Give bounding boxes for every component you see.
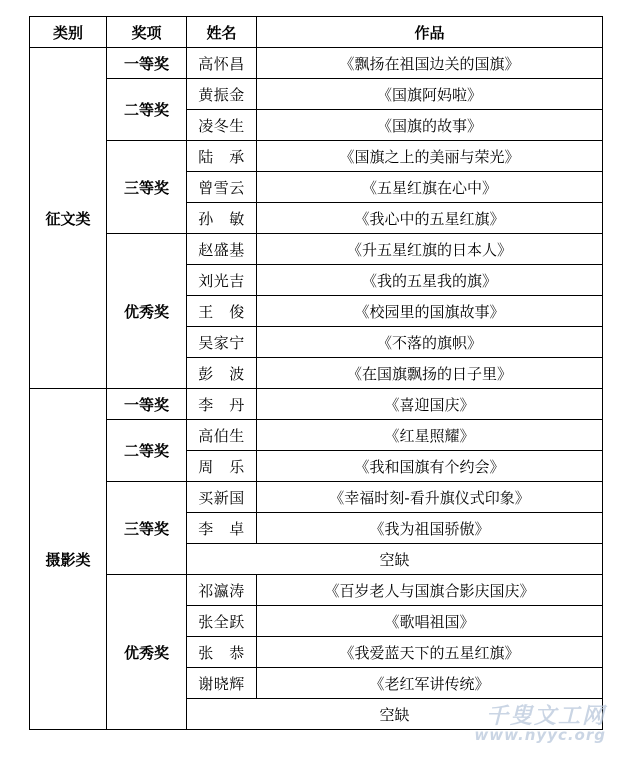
category-cell-essay: 征文类 bbox=[30, 48, 107, 389]
work-title: 《五星红旗在心中》 bbox=[257, 172, 603, 203]
winner-name: 吴家宁 bbox=[187, 327, 257, 358]
header-category: 类别 bbox=[30, 17, 107, 48]
work-title: 《红星照耀》 bbox=[257, 420, 603, 451]
winner-name: 张 恭 bbox=[187, 637, 257, 668]
table-row bbox=[30, 575, 603, 606]
header-work: 作品 bbox=[257, 17, 603, 48]
header-name: 姓名 bbox=[187, 17, 257, 48]
work-title: 《飘扬在祖国边关的国旗》 bbox=[257, 48, 603, 79]
prize-cell: 一等奖 bbox=[107, 48, 187, 79]
work-title: 《校园里的国旗故事》 bbox=[257, 296, 603, 327]
work-title: 《我心中的五星红旗》 bbox=[257, 203, 603, 234]
winner-name: 买新国 bbox=[187, 482, 257, 513]
work-title: 《国旗之上的美丽与荣光》 bbox=[257, 141, 603, 172]
work-title: 《我为祖国骄傲》 bbox=[257, 513, 603, 544]
winner-name: 高怀昌 bbox=[187, 48, 257, 79]
winner-name: 彭 波 bbox=[187, 358, 257, 389]
winner-name: 高伯生 bbox=[187, 420, 257, 451]
table-row bbox=[30, 482, 603, 513]
winner-name: 刘光吉 bbox=[187, 265, 257, 296]
prize-cell: 三等奖 bbox=[107, 482, 187, 575]
work-title: 《百岁老人与国旗合影庆国庆》 bbox=[257, 575, 603, 606]
work-title: 《在国旗飘扬的日子里》 bbox=[257, 358, 603, 389]
winner-name: 李 卓 bbox=[187, 513, 257, 544]
winner-name: 黄振金 bbox=[187, 79, 257, 110]
winner-name: 谢晓辉 bbox=[187, 668, 257, 699]
winner-name: 陆 承 bbox=[187, 141, 257, 172]
table-row bbox=[30, 48, 603, 79]
header-prize: 奖项 bbox=[107, 17, 187, 48]
winner-name: 祁瀛涛 bbox=[187, 575, 257, 606]
work-title: 《老红军讲传统》 bbox=[257, 668, 603, 699]
work-title: 《喜迎国庆》 bbox=[257, 389, 603, 420]
table-row bbox=[30, 389, 603, 420]
watermark-cn: 千叟文工网 bbox=[485, 704, 606, 730]
work-title: 《我的五星我的旗》 bbox=[257, 265, 603, 296]
watermark-en: www.nyyc.org bbox=[474, 726, 606, 745]
awards-table bbox=[29, 16, 603, 730]
work-title: 《我和国旗有个约会》 bbox=[257, 451, 603, 482]
prize-cell: 二等奖 bbox=[107, 420, 187, 482]
prize-cell: 三等奖 bbox=[107, 141, 187, 234]
winner-name: 赵盛基 bbox=[187, 234, 257, 265]
work-title: 《我爱蓝天下的五星红旗》 bbox=[257, 637, 603, 668]
work-title: 《国旗的故事》 bbox=[257, 110, 603, 141]
header-row bbox=[30, 17, 603, 48]
work-title: 《不落的旗帜》 bbox=[257, 327, 603, 358]
vacant-cell: 空缺 bbox=[187, 699, 603, 730]
winner-name: 凌冬生 bbox=[187, 110, 257, 141]
table-row bbox=[30, 234, 603, 265]
prize-cell: 优秀奖 bbox=[107, 234, 187, 389]
winner-name: 张全跃 bbox=[187, 606, 257, 637]
winner-name: 孙 敏 bbox=[187, 203, 257, 234]
prize-cell: 二等奖 bbox=[107, 79, 187, 141]
work-title: 《幸福时刻-看升旗仪式印象》 bbox=[257, 482, 603, 513]
winner-name: 曾雪云 bbox=[187, 172, 257, 203]
winner-name: 李 丹 bbox=[187, 389, 257, 420]
work-title: 《升五星红旗的日本人》 bbox=[257, 234, 603, 265]
category-cell-photo: 摄影类 bbox=[30, 389, 107, 730]
work-title: 《歌唱祖国》 bbox=[257, 606, 603, 637]
winner-name: 王 俊 bbox=[187, 296, 257, 327]
table-row bbox=[30, 141, 603, 172]
prize-cell: 一等奖 bbox=[107, 389, 187, 420]
prize-cell: 优秀奖 bbox=[107, 575, 187, 730]
work-title: 《国旗阿妈啦》 bbox=[257, 79, 603, 110]
table-row bbox=[30, 420, 603, 451]
table-row bbox=[30, 79, 603, 110]
vacant-cell: 空缺 bbox=[187, 544, 603, 575]
winner-name: 周 乐 bbox=[187, 451, 257, 482]
